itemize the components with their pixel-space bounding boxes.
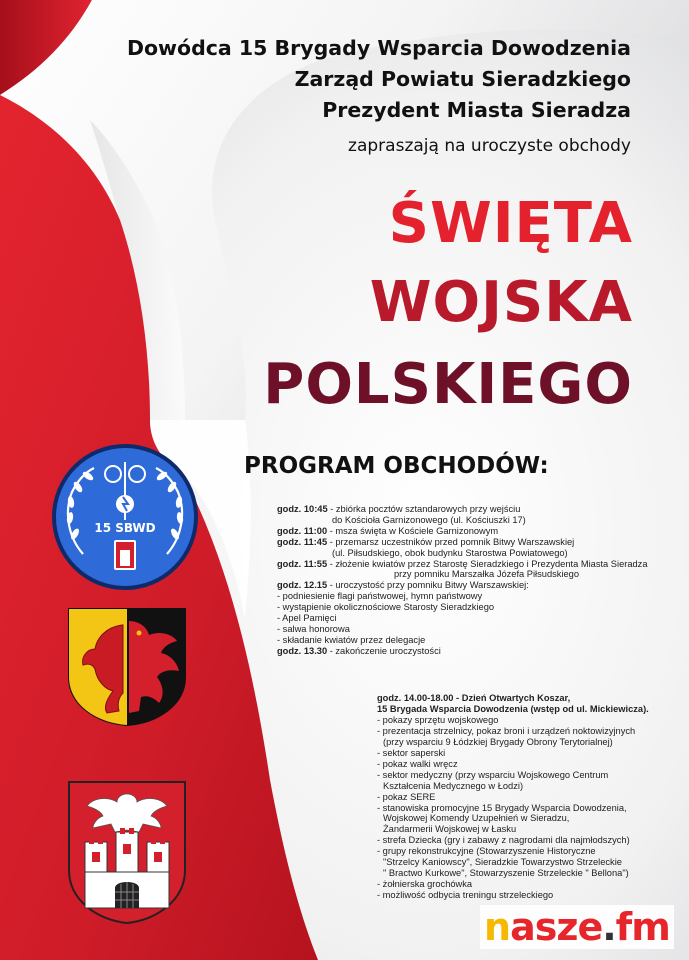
open-day-list	[377, 693, 649, 901]
schedule-row: (ul. Piłsudskiego, obok budynku Starostwa Powiatowego)	[332, 547, 568, 558]
schedule-row: godz. 13.30 - zakończenie uroczystości	[277, 645, 441, 656]
open-day-item: (przy wsparciu 9 Łódzkiej Brygady Obrony Terytorialnej)	[383, 736, 613, 747]
schedule-row: godz. 12.15 - uroczystość przy pomniku Bitwy Warszawskiej:	[277, 580, 529, 591]
title-line-3: POLSKIEGO	[263, 352, 633, 417]
schedule-row: godz. 11:45 - przemarsz uczestników przed pomnik Bitwy Warszawskiej	[277, 536, 575, 547]
open-day-item: - żołnierska grochówka	[377, 879, 473, 890]
schedule-item: - podniesienie flagi państwowej, hymn państwowy	[277, 591, 483, 602]
open-day-item: - grupy rekonstrukcyjne (Stowarzyszenie Historyczne	[377, 846, 596, 857]
schedule-row: godz. 11:55 - złożenie kwiatów przez Starostę Sieradzkiego i Prezydenta Miasta Sieradza	[277, 558, 648, 569]
open-day-item: - pokazy sprzętu wojskowego	[377, 714, 499, 725]
open-day-item: " Bractwo Kurkowe", Stowarzyszenie Strzeleckie " Bellona")	[383, 868, 629, 879]
open-day-item: Wojskowej Komendy Uzupełnień w Sieradzu,	[383, 813, 570, 824]
organizer-3: Prezydent Miasta Sieradza	[322, 98, 631, 122]
open-day-item: Żandarmerii Wojskowej w Łasku	[383, 824, 517, 835]
open-day-item: - strefa Dziecka (gry i zabawy z nagrodami dla najmłodszych)	[377, 835, 630, 846]
schedule-row: godz. 11:00 - msza święta w Kościele Garnizonowym	[277, 525, 499, 536]
open-day-item: - sektor saperski	[377, 747, 446, 758]
open-day-item: - pokaz SERE	[377, 791, 436, 802]
schedule-item: - Apel Pamięci	[277, 613, 337, 624]
city-coat-of-arms	[67, 780, 187, 925]
schedule-item: - salwa honorowa	[277, 623, 350, 634]
badge-text: 15 SBWD	[94, 521, 156, 535]
organizer-1: Dowódca 15 Brygady Wsparcia Dowodzenia	[126, 36, 631, 60]
program-heading: PROGRAM OBCHODÓW:	[244, 453, 549, 479]
open-day-item: - możliwość odbycia treningu strzeleckiego	[377, 890, 554, 901]
open-day-heading: godz. 14.00-18.00 - Dzień Otwartych Koszar,	[377, 693, 571, 703]
open-day-item: - prezentacja strzelnicy, pokaz broni i urządzeń noktowizyjnych	[377, 725, 636, 736]
organizer-2: Zarząd Powiatu Sieradzkiego	[294, 67, 631, 91]
invite-text: zapraszają na uroczyste obchody	[348, 136, 631, 156]
open-day-item: - pokaz walki wręcz	[377, 758, 458, 769]
county-coat-of-arms	[67, 607, 187, 727]
schedule-list	[277, 504, 648, 657]
schedule-row: przy pomniku Marszałka Józefa Piłsudskiego	[394, 569, 579, 580]
title-line-1: ŚWIĘTA	[388, 191, 633, 256]
open-day-heading: 15 Brygada Wsparcia Dowodzenia (wstęp od ul. Mickiewicza).	[377, 703, 649, 714]
nasze-fm-watermark-logo: n asze . fm	[480, 905, 674, 949]
title-line-2: WOJSKA	[369, 270, 633, 335]
schedule-row: do Kościoła Garnizonowego (ul. Kościuszki 17)	[332, 514, 526, 525]
schedule-item: - wystąpienie okolicznościowe Starosty Sieradzkiego	[277, 602, 495, 613]
open-day-item: "Strzelcy Kaniowscy", Sieradzkie Towarzystwo Strzeleckie	[383, 857, 622, 868]
schedule-row: godz. 10:45 - zbiórka pocztów sztandarowych przy wejściu	[277, 504, 521, 514]
open-day-item: - sektor medyczny (przy wsparciu Wojskowego Centrum	[377, 769, 609, 780]
open-day-item: - stanowiska promocyjne 15 Brygady Wsparcia Dowodzenia,	[377, 802, 627, 813]
unit-badge-emblem	[50, 442, 200, 592]
open-day-item: Kształcenia Medycznego w Łodzi)	[383, 780, 524, 791]
schedule-item: - składanie kwiatów przez delegacje	[277, 634, 426, 645]
